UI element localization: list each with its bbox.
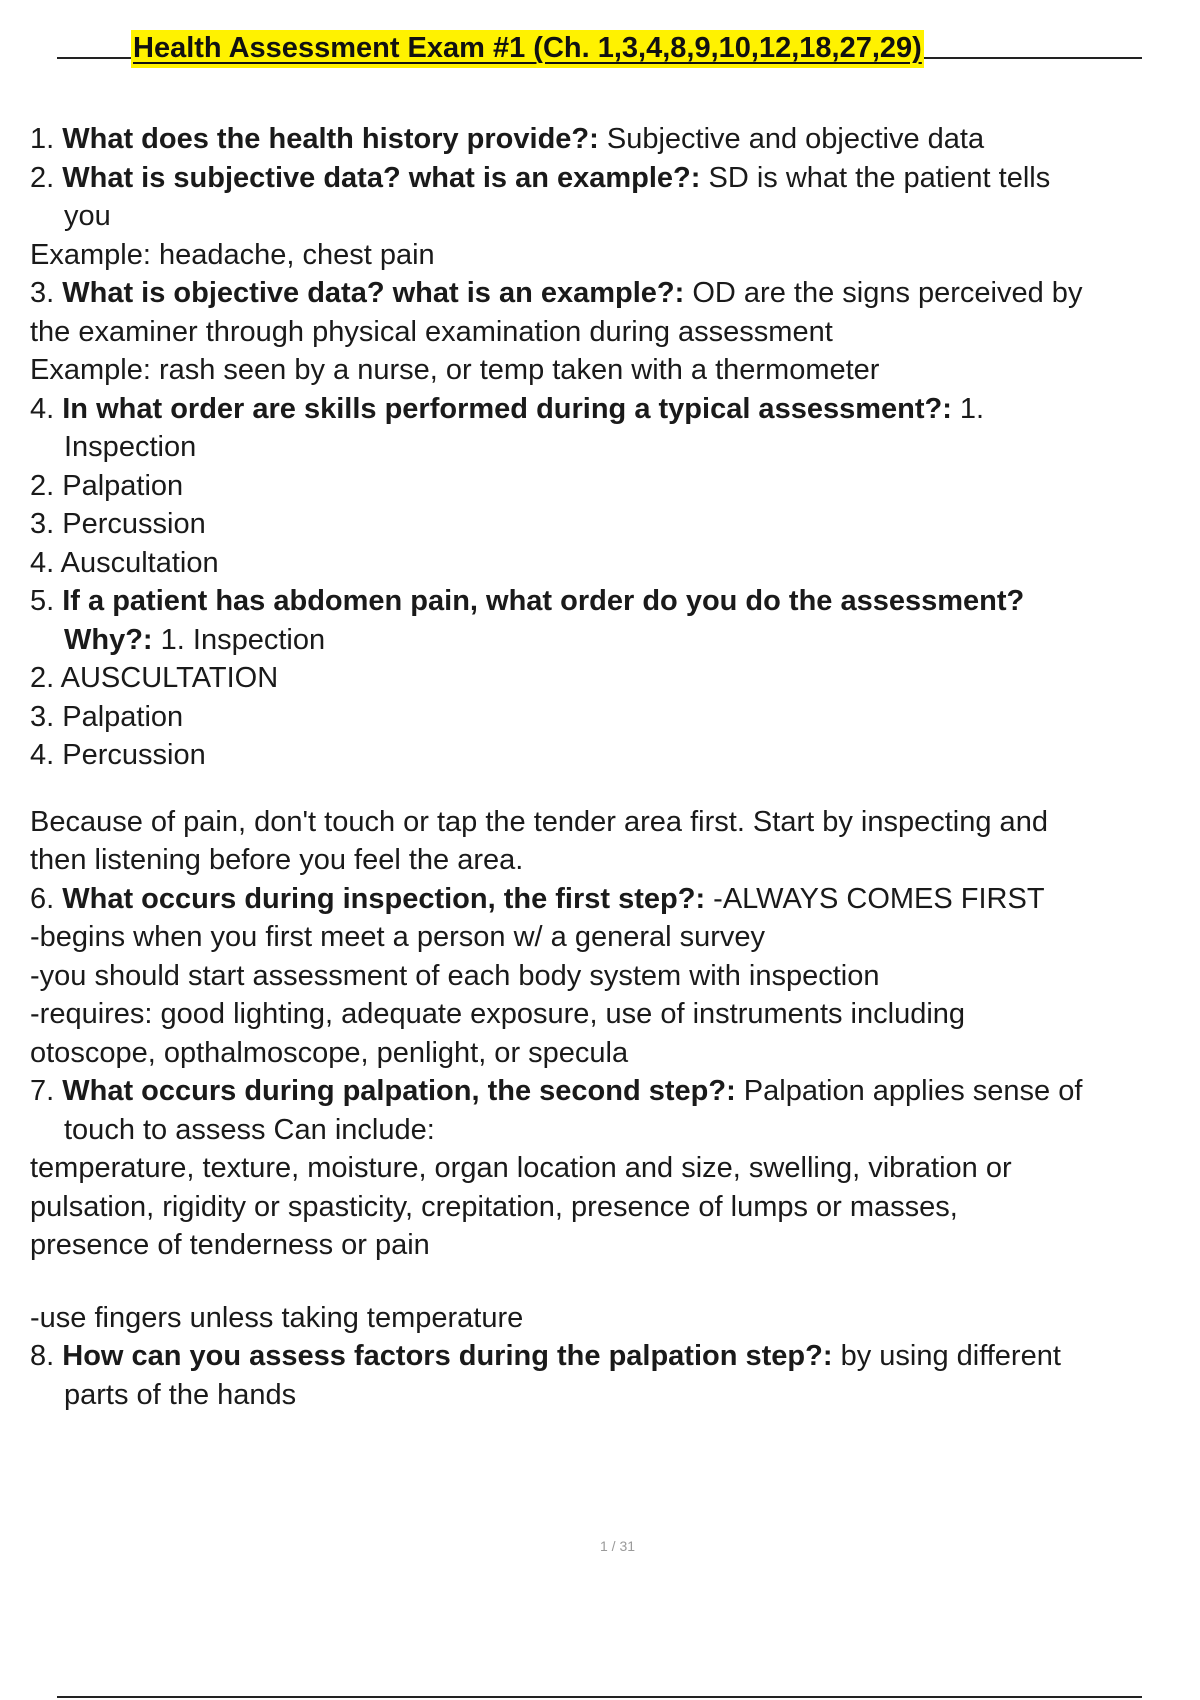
answer-continuation: touch to assess Can include: xyxy=(64,1113,435,1146)
answer-text: 1. Inspection xyxy=(152,623,326,656)
item-number: 4. xyxy=(30,392,55,425)
question-text-wrap: Why?: xyxy=(64,623,153,656)
answer-continuation: parts of the hands xyxy=(64,1378,297,1411)
question-continuation xyxy=(30,621,1195,660)
item-number: 2. xyxy=(30,161,55,194)
answer-line: otoscope, opthalmoscope, penlight, or specula xyxy=(30,1036,629,1069)
list-item xyxy=(30,1337,1195,1376)
question-text: What does the health history provide?: xyxy=(62,123,599,155)
answer-continuation: Inspection xyxy=(64,431,197,463)
item-number: 6. xyxy=(30,882,55,915)
list-item xyxy=(30,880,1195,919)
answer-text: by using different xyxy=(832,1340,1061,1372)
item-number: 3. xyxy=(30,277,55,309)
item-number: 7. xyxy=(30,1075,55,1107)
item-number: 5. xyxy=(30,585,55,617)
answer-line: 4. Percussion xyxy=(30,739,206,771)
document-body xyxy=(30,120,1195,1414)
answer-line: presence of tenderness or pain xyxy=(30,1229,430,1261)
answer-line: then listening before you feel the area. xyxy=(30,844,524,876)
list-item xyxy=(30,1072,1195,1111)
list-item xyxy=(30,274,1195,313)
answer-line: -use fingers unless taking temperature xyxy=(30,1301,524,1334)
spacer xyxy=(30,775,1195,803)
answer-line: -you should start assessment of each body system with inspection xyxy=(30,959,880,992)
bottom-rule xyxy=(57,1696,1142,1698)
page-indicator: 1 / 31 xyxy=(599,1538,636,1554)
answer-line: 2. Palpation xyxy=(30,469,184,502)
answer-line: Example: rash seen by a nurse, or temp taken with a thermometer xyxy=(30,354,880,386)
answer-line: 3. Percussion xyxy=(30,508,206,540)
question-text: How can you assess factors during the palpation step?: xyxy=(62,1340,833,1372)
answer-line: -requires: good lighting, adequate exposure, use of instruments including xyxy=(30,998,966,1030)
answer-line: Because of pain, don't touch or tap the tender area first. Start by inspecting and xyxy=(30,805,1048,838)
question-text: In what order are skills performed during a typical assessment?: xyxy=(62,392,952,425)
list-item xyxy=(30,390,1195,429)
list-item xyxy=(30,120,1195,159)
answer-line: the examiner through physical examination during assessment xyxy=(30,315,833,348)
answer-text: -ALWAYS COMES FIRST xyxy=(705,882,1045,915)
question-text: What is subjective data? what is an example?: xyxy=(62,161,701,194)
answer-text: Palpation applies sense of xyxy=(735,1075,1083,1107)
answer-continuation: you xyxy=(64,200,111,232)
answer-text: Subjective and objective data xyxy=(598,123,985,155)
question-text: What is objective data? what is an example?: xyxy=(62,277,685,309)
answer-line: pulsation, rigidity or spasticity, crepitation, presence of lumps or masses, xyxy=(30,1190,958,1223)
question-text: If a patient has abdomen pain, what order do you do the assessment? xyxy=(62,585,1025,617)
answer-line: temperature, texture, moisture, organ location and size, swelling, vibration or xyxy=(30,1152,1012,1184)
spacer xyxy=(30,1265,1195,1299)
answer-line: 2. AUSCULTATION xyxy=(30,662,279,694)
answer-text: SD is what the patient tells xyxy=(700,161,1051,194)
answer-text: 1. xyxy=(951,392,985,425)
title-row xyxy=(57,30,1142,70)
list-item xyxy=(30,582,1195,621)
item-number: 1. xyxy=(30,123,55,155)
list-item xyxy=(30,159,1195,198)
answer-text: OD are the signs perceived by xyxy=(684,277,1083,309)
item-number: 8. xyxy=(30,1340,55,1372)
answer-line: -begins when you first meet a person w/ a general survey xyxy=(30,921,766,953)
answer-line: 3. Palpation xyxy=(30,700,184,733)
question-text: What occurs during palpation, the second step?: xyxy=(62,1075,736,1107)
document-title: Health Assessment Exam #1 (Ch. 1,3,4,8,9,10,12,18,27,29) xyxy=(131,30,924,68)
answer-line: 4. Auscultation xyxy=(30,546,219,579)
answer-line: Example: headache, chest pain xyxy=(30,238,435,271)
question-text: What occurs during inspection, the first step?: xyxy=(62,882,706,915)
